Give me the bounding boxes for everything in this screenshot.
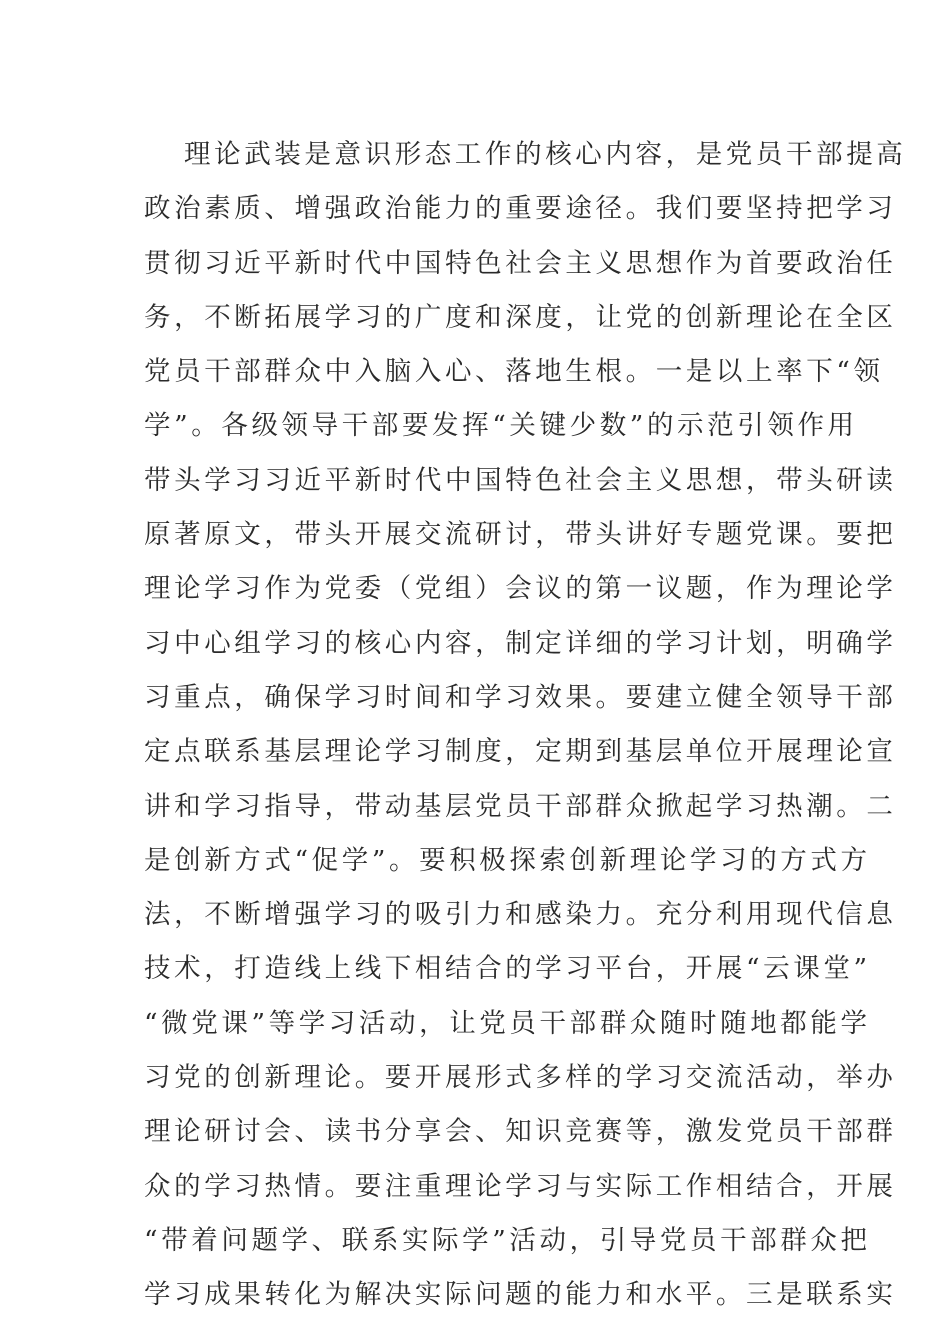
text-line: 讲和学习指导，带动基层党员干部群众掀起学习热潮。二 (144, 790, 897, 822)
text-line: “带着问题学、联系实际学”活动，引导党员干部群众把 (144, 1224, 871, 1256)
text-line: “微党课”等学习活动，让党员干部群众随时随地都能学 (144, 1007, 871, 1039)
text-line: 理论研讨会、读书分享会、知识竞赛等，激发党员干部群 (144, 1116, 897, 1148)
text-line: 技术，打造线上线下相结合的学习平台，开展“云课堂” (144, 953, 871, 985)
text-line: 原著原文，带头开展交流研讨，带头讲好专题党课。要把 (144, 519, 897, 551)
text-line: 带头学习习近平新时代中国特色社会主义思想，带头研读 (144, 464, 897, 496)
text-line: 理论学习作为党委（党组）会议的第一议题，作为理论学 (144, 573, 897, 605)
text-line: 党员干部群众中入脑入心、落地生根。一是以上率下“领 (144, 356, 884, 388)
text-line: 是创新方式“促学”。要积极探索创新理论学习的方式方 (144, 844, 871, 876)
text-line: 法，不断增强学习的吸引力和感染力。充分利用现代信息 (144, 899, 897, 931)
text-line: 习重点，确保学习时间和学习效果。要建立健全领导干部 (144, 681, 897, 713)
text-line: 贯彻习近平新时代中国特色社会主义思想作为首要政治任 (144, 247, 897, 279)
text-line: 习中心组学习的核心内容，制定详细的学习计划，明确学 (144, 627, 897, 659)
text-line: 定点联系基层理论学习制度，定期到基层单位开展理论宣 (144, 736, 897, 768)
text-line: 理论武装是意识形态工作的核心内容，是党员干部提高 (184, 139, 907, 170)
text-line: 众的学习热情。要注重理论学习与实际工作相结合，开展 (144, 1170, 897, 1202)
text-line: 学”。各级领导干部要发挥“关键少数”的示范引领作用 (144, 410, 858, 442)
text-line: 务，不断拓展学习的广度和深度，让党的创新理论在全区 (144, 301, 897, 333)
text-line: 习党的创新理论。要开展形式多样的学习交流活动，举办 (144, 1062, 897, 1094)
text-line: 学习成果转化为解决实际问题的能力和水平。三是联系实 (144, 1279, 897, 1311)
text-line: 政治素质、增强政治能力的重要途径。我们要坚持把学习 (144, 193, 897, 225)
body-paragraph (144, 128, 907, 1323)
